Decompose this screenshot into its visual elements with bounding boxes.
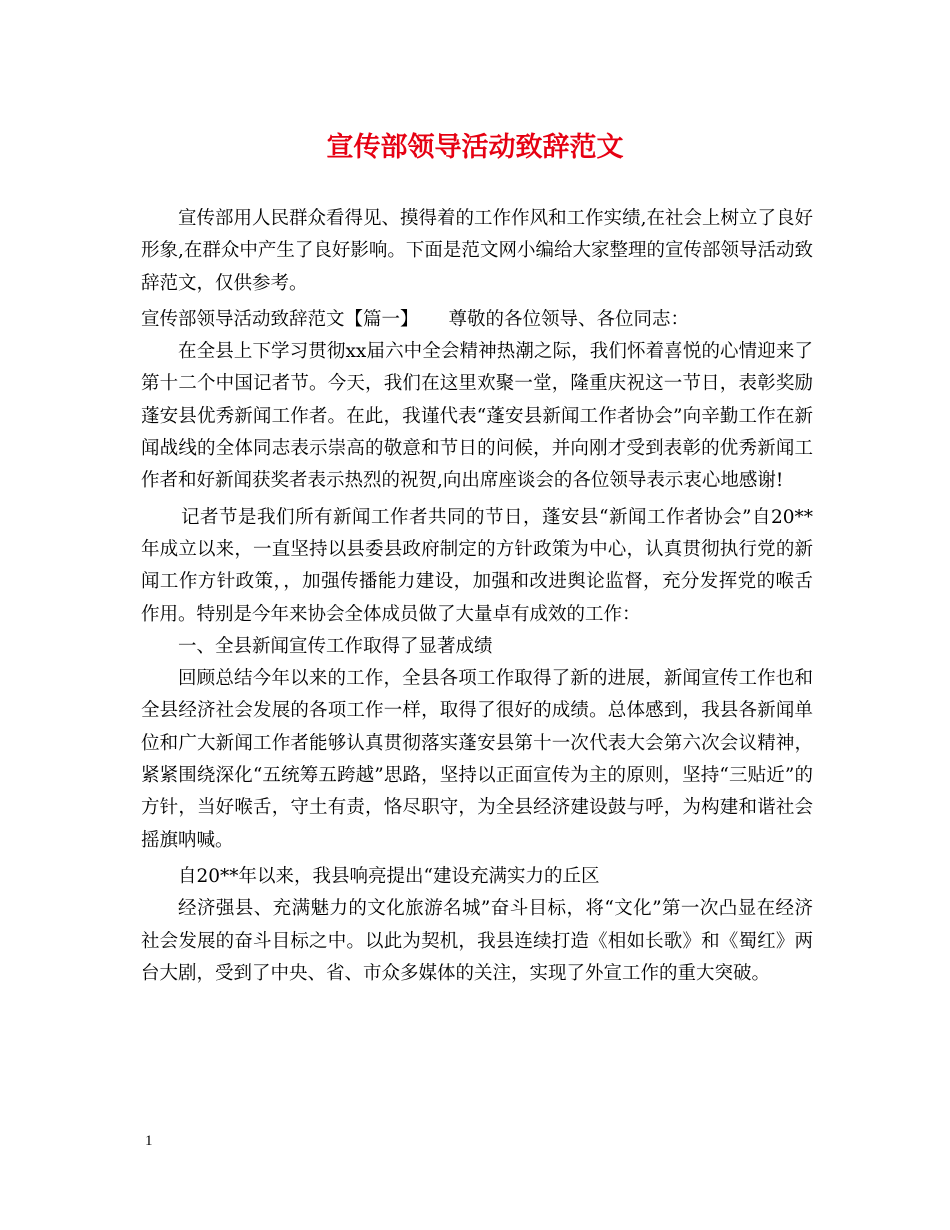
paragraph-3: 回顾总结今年以来的工作，全县各项工作取得了新的进展，新闻宣传工作也和全县经济社会发展的各项工作一样，取得了很好的成绩。总体感到，我县各新闻单位和广大新闻工作者能够认真贯彻落实蓬安县第十一次代表大会第六次会议精神，紧紧围绕深化“五统筹五跨越”思路，坚持以正面宣传为主的原则，坚持“三贴近”的方针，当好喉舌，守土有责，恪尽职守，为全县经济建设鼓与呼，为构建和谐社会摇旗呐喊。 — [141, 668, 813, 851]
paragraph-2: 记者节是我们所有新闻工作者共同的节日，蓬安县“新闻工作者协会”自20**年成立以来，一直坚持以县委县政府制定的方针政策为中心，认真贯彻执行党的新闻工作方针政策，，加强传播能力建设，加强和改进舆论监督，充分发挥党的喉舌作用。特别是今年来协会全体成员做了大量卓有成效的工作： — [141, 506, 813, 625]
paragraph-5: 经济强县、充满魅力的文化旅游名城”奋斗目标，将“文化”第一次凸显在经济社会发展的奋斗目标之中。以此为契机，我县连续打造《相如长歌》和《蜀红》两台大剧，受到了中央、省、市众多媒体的关注，实现了外宣工作的重大突破。 — [141, 898, 813, 984]
document-body — [141, 203, 813, 990]
section-heading-line — [141, 304, 813, 336]
intro-paragraph: 宣传部用人民群众看得见、摸得着的工作作风和工作实绩,在社会上树立了良好形象,在群众中产生了良好影响。下面是范文网小编给大家整理的宣传部领导活动致辞范文，仅供参考。 — [141, 208, 813, 294]
paragraph-1: 在全县上下学习贯彻xx届六中全会精神热潮之际，我们怀着喜悦的心情迎来了第十二个中国记者节。今天，我们在这里欢聚一堂，隆重庆祝这一节日，表彰奖励蓬安县优秀新闻工作者。在此，我谨代表“蓬安县新闻工作者协会”向辛勤工作在新闻战线的全体同志表示崇高的敬意和节日的问候，并向刚才受到表彰的优秀新闻工作者和好新闻获奖者表示热烈的祝贺,向出席座谈会的各位领导表示衷心地感谢! — [141, 341, 813, 492]
subheading-1: 一、全县新闻宣传工作取得了显著成绩 — [178, 635, 493, 657]
page-number: 1 — [145, 1133, 153, 1149]
section-heading: 宣传部领导活动致辞范文【篇一】 — [141, 308, 419, 330]
paragraph-4: 自20**年以来，我县响亮提出“建设充满实力的丘区 — [178, 865, 600, 887]
greeting: 尊敬的各位领导、各位同志： — [448, 308, 690, 330]
document-title: 宣传部领导活动致辞范文 — [326, 132, 624, 163]
